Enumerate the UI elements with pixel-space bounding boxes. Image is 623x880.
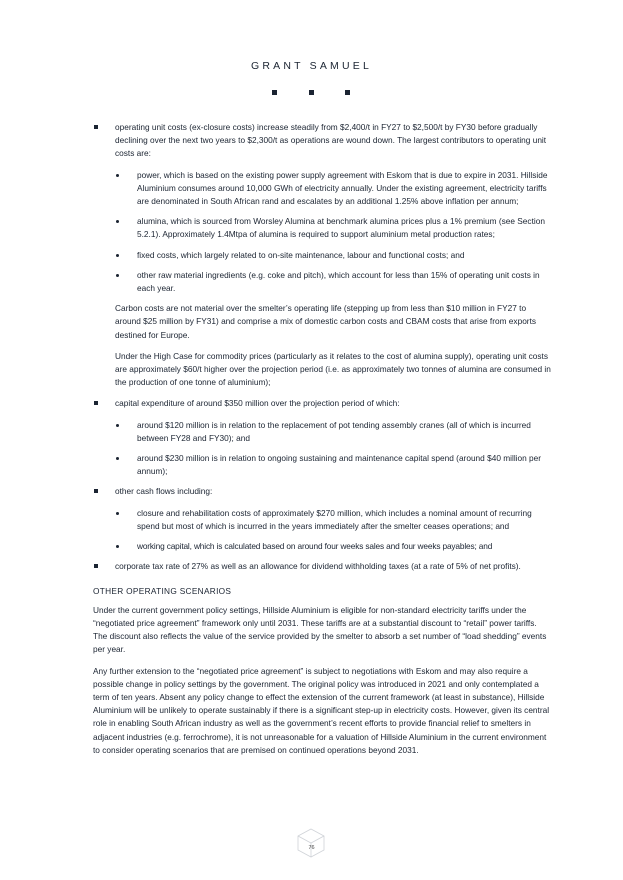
brand-dot bbox=[272, 90, 277, 95]
round-bullet-icon bbox=[116, 512, 119, 515]
sub-list-item-text: other raw material ingredients (e.g. coke and pitch), which account for less than 15% of operating unit costs in each year. bbox=[137, 269, 540, 294]
round-bullet-icon bbox=[116, 424, 119, 427]
sub-list-item bbox=[115, 249, 551, 262]
round-bullet-icon bbox=[116, 174, 119, 177]
sub-list-item bbox=[115, 215, 551, 241]
square-bullet-icon bbox=[94, 489, 98, 493]
sub-list-item bbox=[115, 419, 551, 445]
list-item-text: other cash flows including: bbox=[115, 486, 213, 497]
sub-list-item bbox=[115, 452, 551, 478]
sub-list-item-text: closure and rehabilitation costs of approximately $270 million, which includes a nominal amount of recurring spend but most of which is incurred in the years immediately after the smelter ceases operations; and bbox=[137, 507, 532, 531]
sub-list-item-text: around $230 million is in relation to ongoing sustaining and maintenance capital spend (around $40 million per annum); bbox=[137, 453, 542, 477]
list-item bbox=[93, 560, 551, 573]
sub-list-item-text: alumina, which is sourced from Worsley Alumina at benchmark alumina prices plus a 1% premium (see Section 5.2.1). Approximately 1.4Mtpa of alumina is required to support aluminium metal production rates; bbox=[137, 216, 545, 240]
paragraph: Under the current government policy settings, Hillside Aluminium is eligible for non-standard electricity tariffs under the “negotiated price agreement” framework only until 2031. These tariffs are at a substantial discount to “retail” power tariffs. The discount also reflects the value of the service provided by the smelter to absorb a set number of “load shedding” events per year. bbox=[93, 604, 547, 655]
sub-list bbox=[115, 419, 551, 479]
round-bullet-icon bbox=[116, 220, 119, 223]
sub-list-item bbox=[115, 269, 551, 295]
page-badge-icon bbox=[297, 828, 325, 858]
square-bullet-icon bbox=[94, 125, 98, 129]
sub-list-item-text: around $120 million is in relation to the replacement of pot tending assembly cranes (all of which is incurred between FY28 and FY30); and bbox=[137, 419, 531, 443]
square-bullet-icon bbox=[94, 401, 98, 405]
list-item bbox=[93, 485, 551, 553]
sub-list-item bbox=[115, 540, 551, 553]
section-heading: OTHER OPERATING SCENARIOS bbox=[93, 586, 232, 597]
brand-dot bbox=[345, 90, 350, 95]
brand-logo-text: GRANT SAMUEL bbox=[250, 60, 373, 72]
brand-dots bbox=[0, 90, 623, 96]
list-item bbox=[93, 121, 551, 389]
sub-list bbox=[115, 169, 551, 296]
paragraph: Carbon costs are not material over the smelter’s operating life (stepping up from less than $10 million in FY27 to around $25 million by FY31) and comprise a mix of domestic carbon costs and CBAM costs that arise from exports destined for Europe. bbox=[115, 303, 537, 340]
sub-list-item bbox=[115, 169, 551, 209]
square-bullet-icon bbox=[94, 564, 98, 568]
round-bullet-icon bbox=[116, 254, 119, 257]
list-item-text: capital expenditure of around $350 million over the projection period of which: bbox=[115, 398, 400, 409]
paragraph: Any further extension to the “negotiated price agreement” is subject to negotiations with Eskom and may also require a possible change in policy settings by the government. The original policy was introduced in 2021 and only contemplated a term of ten years. Absent any policy change to effect the extension of the current framework (at least in substance), Hillside Aluminium will be unlikely to operate sustainably if there is a significant step-up in electricity costs. However, given its central role in enabling South African industry as well as the government’s recent efforts to provide financial relief to smelters in adjacent industries (e.g. ferrochrome), it is not unreasonable for a valuation of Hillside Aluminium in the current environment to consider operating scenarios that are premised on continued operations beyond 2031. bbox=[93, 665, 550, 755]
page-number: 76 bbox=[308, 845, 315, 851]
sub-list-item-text: working capital, which is calculated based on around four weeks sales and four weeks payables; and bbox=[137, 541, 493, 552]
document-body bbox=[93, 121, 551, 765]
sub-list-item-text: power, which is based on the existing power supply agreement with Eskom that is due to expire in 2031. Hillside Aluminium consumes around 10,000 GWh of electricity annually. Under the existing agreement, electricity tariffs are denominated in South African rand and escalates by an additional 1.25% above inflation per annum; bbox=[137, 169, 548, 207]
list-item-text: operating unit costs (ex-closure costs) increase steadily from $2,400/t in FY27 to $2,500/t by FY30 before gradually declining over the next two years to $2,300/t as operations are wound down. The largest contributors to operating unit costs are: bbox=[115, 122, 547, 159]
sub-list bbox=[115, 507, 551, 554]
list-item bbox=[93, 397, 551, 478]
round-bullet-icon bbox=[116, 274, 119, 277]
brand-dot bbox=[309, 90, 314, 95]
list-item-text: corporate tax rate of 27% as well as an allowance for dividend withholding taxes (at a rate of 5% of net profits). bbox=[115, 561, 521, 572]
sub-list-item bbox=[115, 507, 551, 533]
round-bullet-icon bbox=[116, 457, 119, 460]
sub-list-item-text: fixed costs, which largely related to on-site maintenance, labour and functional costs; and bbox=[137, 249, 465, 260]
round-bullet-icon bbox=[116, 545, 119, 548]
paragraph: Under the High Case for commodity prices (particularly as it relates to the cost of alumina supply), operating unit costs are approximately $60/t higher over the projection period (i.e. as approximately two tonnes of alumina are consumed in the production of one tonne of aluminium); bbox=[115, 350, 551, 388]
